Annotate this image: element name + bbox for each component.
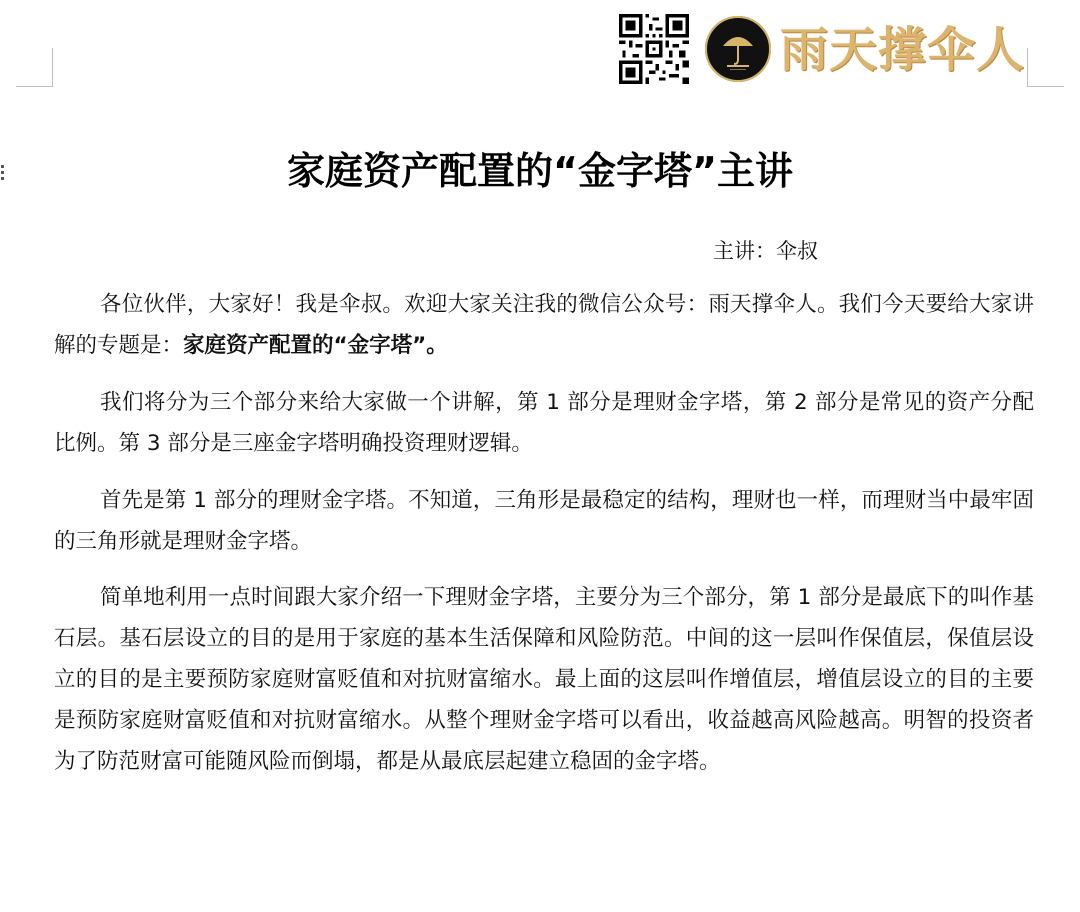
crop-mark-right-vertical <box>1027 48 1028 86</box>
document-body <box>54 284 1034 797</box>
umbrella-logo-icon <box>705 16 771 82</box>
intro-end-punctuation: 。 <box>426 333 448 358</box>
qr-code-icon <box>619 14 689 84</box>
paragraph-outline: 我们将分为三个部分来给大家做一个讲解，第 1 部分是理财金字塔，第 2 部分是常见的资产分配比例。第 3 部分是三座金字塔明确投资理财逻辑。 <box>54 390 1034 456</box>
paragraph-intro <box>54 284 1034 366</box>
crop-mark-right-horizontal <box>1027 86 1064 87</box>
paragraph-pyramid-intro: 首先是第 1 部分的理财金字塔。不知道，三角形是最稳定的结构，理财也一样，而理财当中最牢固的三角形就是理财金字塔。 <box>54 488 1034 554</box>
crop-mark-left-horizontal <box>16 86 53 87</box>
paragraph-pyramid-detail: 简单地利用一点时间跟大家介绍一下理财金字塔，主要分为三个部分，第 1 部分是最底下的叫作基石层。基石层设立的目的是用于家庭的基本生活保障和风险防范。中间的这一层叫作保值层，保值层设立的目的是主要预防家庭财富贬值和对抗财富缩水。最上面的这层叫作增值层，增值层设立的目的主要是预防家庭财富贬值和对抗财富缩水。从整个理财金字塔可以看出，收益越高风险越高。明智的投资者为了防范财富可能随风险而倒塌，都是从最底层起建立稳固的金字塔。 <box>54 585 1034 774</box>
lecturer-line: 主讲：伞叔 <box>713 239 818 263</box>
document-title: 家庭资产配置的“金字塔”主讲 <box>287 149 793 193</box>
crop-mark-left-vertical <box>52 48 53 86</box>
intro-text: 各位伙伴，大家好！我是伞叔。欢迎大家关注我的微信公众号：雨天撑伞人。我们今天要给大家讲解的专题是： <box>54 292 1034 358</box>
brand-name: 雨天撑伞人 <box>780 22 1026 78</box>
intro-topic-bold: 家庭资产配置的“金字塔” <box>183 333 427 358</box>
